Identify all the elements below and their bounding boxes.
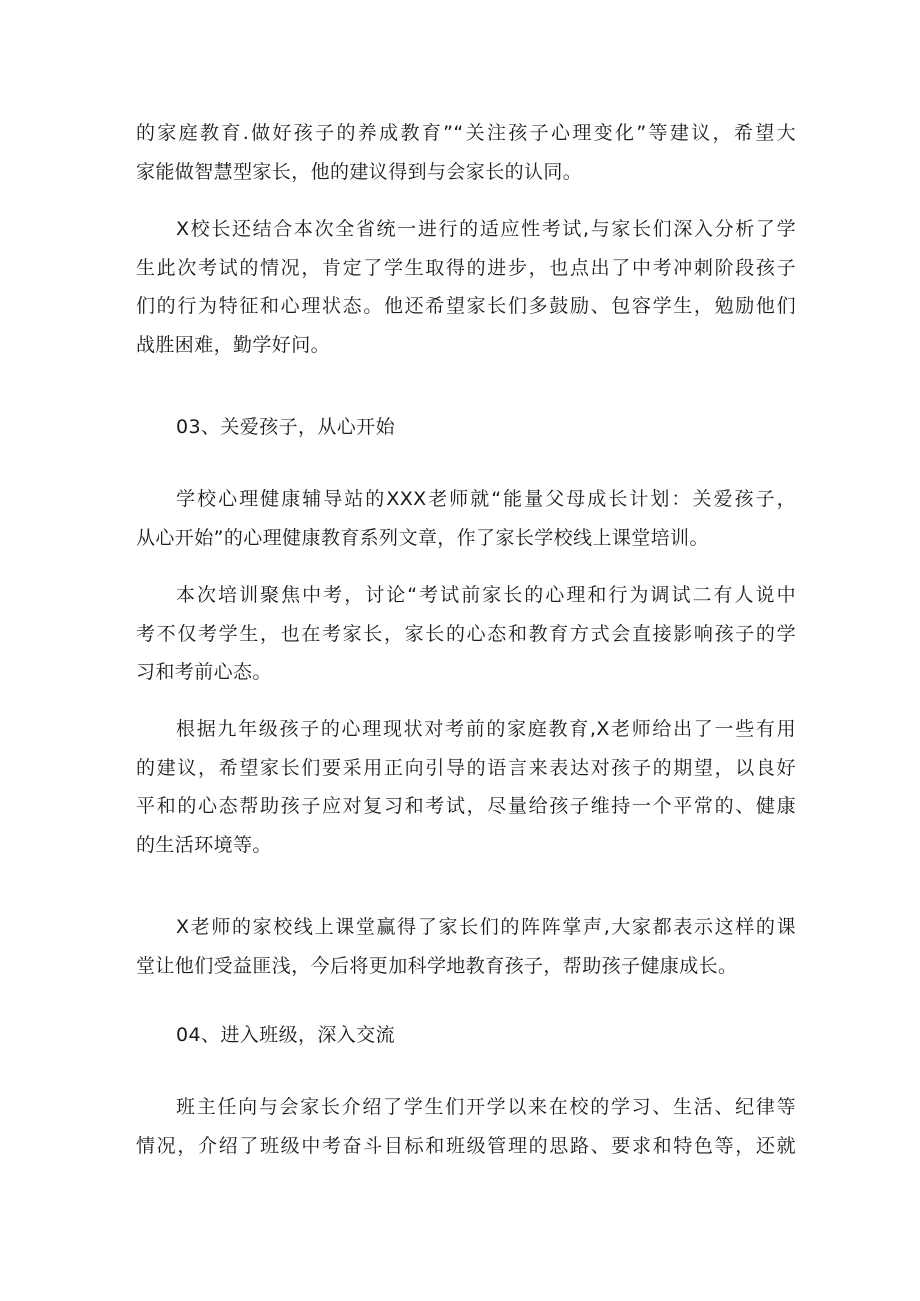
text-line: 学校心理健康辅导站的XXX老师就“能量父母成长计划：关爱孩子，: [176, 488, 796, 510]
text-line: 本次培训聚焦中考，讨论“考试前家长的心理和行为调试二有人说中: [176, 584, 796, 606]
text-line: 的生活环境等。: [136, 833, 272, 856]
text-line: 平和的心态帮助孩子应对复习和考试，尽量给孩子维持一个平常的、健康: [136, 795, 796, 817]
paragraph-family-education: [136, 114, 796, 191]
paragraph-class-teacher: [136, 1088, 796, 1165]
text-line: 生此次考试的情况，肯定了学生取得的进步，也点出了中考冲刺阶段孩子: [136, 256, 796, 279]
text-line: 堂让他们受益匪浅，今后将更加科学地教育孩子，帮助孩子健康成长。: [136, 954, 738, 977]
text-line: 的建议，希望家长们要采用正向引导的语言来表达对孩子的期望，以良好: [136, 756, 796, 779]
text-line: X老师的家校线上课堂赢得了家长们的阵阵掌声,大家都表示这样的课: [176, 916, 796, 938]
text-line: 从心开始”的心理健康教育系列文章，作了家长学校线上课堂培训。: [136, 526, 709, 549]
section-heading-04: 04、进入班级，深入交流: [176, 1024, 395, 1046]
text-line: 习和考前心态。: [136, 661, 272, 683]
text-line: 家能做智慧型家长，他的建议得到与会家长的认同。: [136, 160, 583, 183]
text-line: 班主任向与会家长介绍了学生们开学以来在校的学习、生活、纪律等: [176, 1096, 796, 1118]
paragraph-online-class-feedback: [136, 908, 796, 985]
paragraph-teacher-advice: [136, 710, 796, 864]
text-line: 根据九年级孩子的心理现状对考前的家庭教育,X老师给出了一些有用: [176, 718, 796, 740]
text-line: 考不仅考学生，也在考家长，家长的心态和教育方式会直接影响孩子的学: [136, 622, 796, 645]
text-line: 情况，介绍了班级中考奋斗目标和班级管理的思路、要求和特色等，还就: [136, 1134, 796, 1157]
text-line: 战胜困难，勤学好问。: [136, 333, 331, 356]
text-line: X校长还结合本次全省统一进行的适应性考试,与家长们深入分析了学: [176, 218, 796, 240]
text-line: 的家庭教育.做好孩子的养成教育”“关注孩子心理变化”等建议，希望大: [136, 122, 796, 144]
text-line: 们的行为特征和心理状态。他还希望家长们多鼓励、包容学生，勉励他们: [136, 295, 796, 317]
section-heading-03: 03、关爱孩子，从心开始: [176, 416, 395, 438]
paragraph-psychology-teacher: [136, 480, 796, 557]
paragraph-principal-exam-analysis: [136, 210, 796, 364]
paragraph-training-focus: [136, 576, 796, 692]
